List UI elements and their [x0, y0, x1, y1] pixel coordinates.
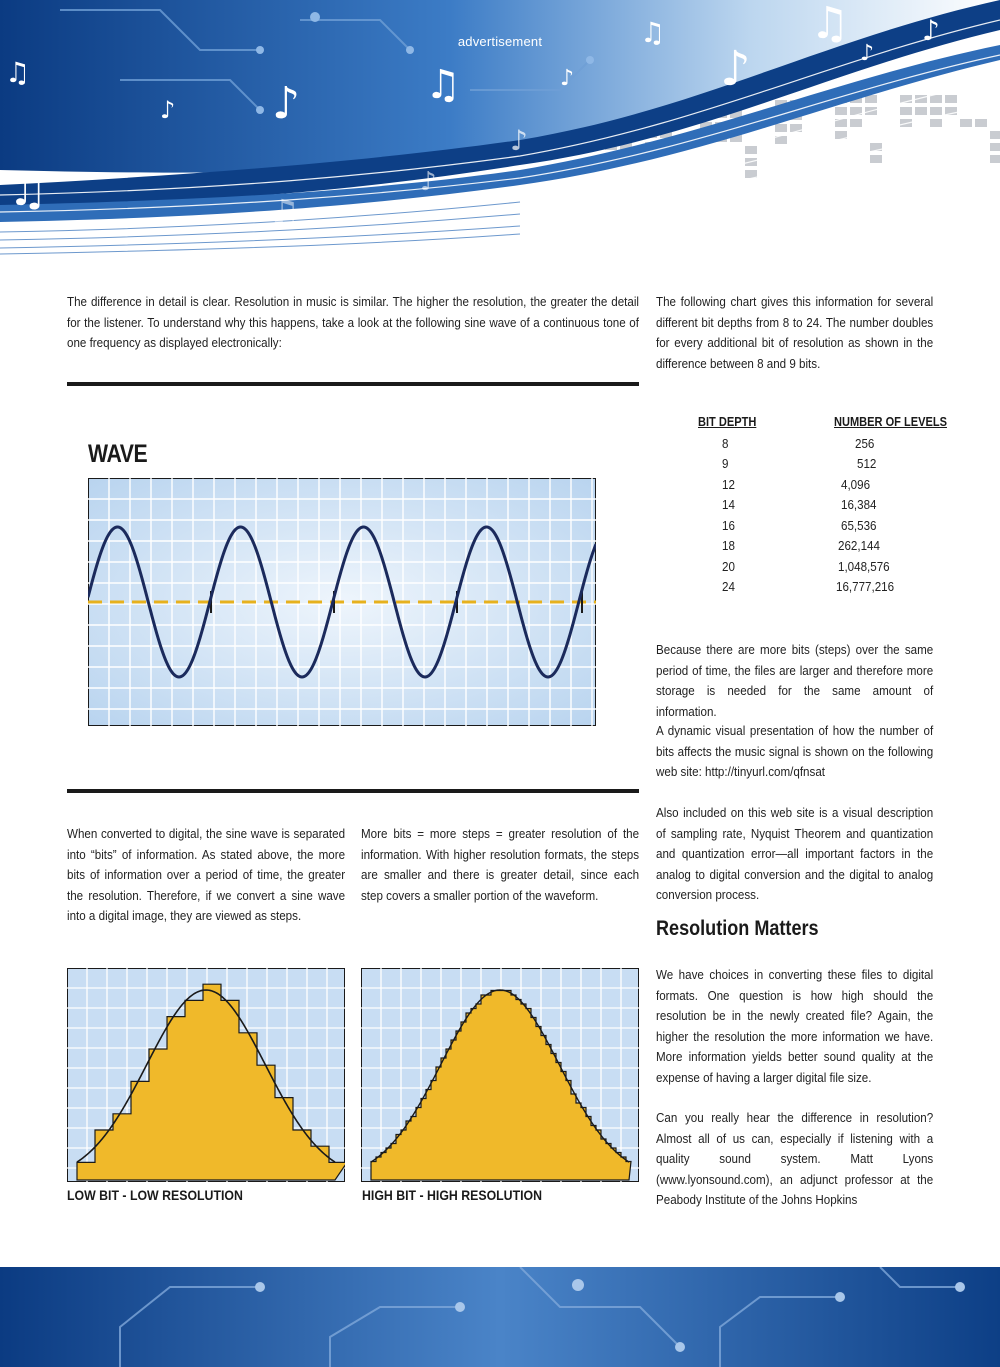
wave-figure-title: WAVE — [88, 440, 148, 468]
table-cell-depth: 12 — [722, 477, 735, 492]
footer-banner — [0, 1267, 1000, 1367]
divider-rule-top — [67, 382, 639, 386]
header-banner — [0, 0, 1000, 265]
svg-text:♪: ♪ — [860, 41, 875, 66]
table-cell-depth: 9 — [722, 456, 729, 471]
storage-paragraph: Because there are more bits (steps) over the same period of time, the files are larger and therefore more storage is needed for the same amount of information. — [656, 642, 934, 719]
svg-text:♫: ♫ — [268, 193, 301, 234]
advertisement-label: advertisement — [457, 34, 543, 49]
table-cell-depth: 16 — [722, 518, 735, 533]
table-cell-levels: 4,096 — [841, 477, 871, 492]
hearing-paragraph: Can you really hear the difference in resolution? Almost all of us can, especially if listening with a quality sound system. Matt Lyons (www.lyonsound.com), an adjunct professor at the Peabody Institute of the Johns Hopkins — [656, 1110, 934, 1207]
section-heading: Resolution Matters — [656, 917, 819, 940]
svg-text:♫: ♫ — [425, 62, 461, 108]
table-cell-levels: 16,777,216 — [836, 579, 895, 594]
high-resolution-figure — [361, 968, 639, 1182]
svg-text:♪: ♪ — [272, 78, 301, 129]
svg-text:♪: ♪ — [160, 96, 176, 124]
high-resolution-caption: HIGH BIT - HIGH RESOLUTION — [362, 1187, 543, 1203]
more-bits-paragraph: More bits = more steps = greater resolution of the information. With higher resolution formats, the steps are smaller and there is greater detail, since each step covers a smaller portion of the waveform. — [361, 826, 640, 903]
table-cell-levels: 16,384 — [841, 497, 877, 512]
choices-paragraph: We have choices in converting these files to digital formats. One question is how high should the resolution be in the newly created file? Again, the higher the resolution the more information we have. More information yields better sound quality at the expense of having a larger digital file size. — [656, 967, 934, 1085]
svg-text:♪: ♪ — [510, 124, 528, 157]
web-site-paragraph: A dynamic visual presentation of how the number of bits affects the music signal is shown on the following web site: http://tinyurl.com/qfnsat — [656, 723, 934, 779]
low-resolution-caption: LOW BIT - LOW RESOLUTION — [67, 1187, 243, 1203]
intro-paragraph: The difference in detail is clear. Resolution in music is similar. The higher the resolution, the greater the detail for the listener. To understand why this happens, take a look at the following sine wave of a continuous tone of one frequency as displayed electronically: — [67, 294, 639, 350]
table-header-bit-depth: BIT DEPTH — [698, 414, 757, 429]
table-header-number-of-levels: NUMBER OF LEVELS — [834, 414, 947, 429]
table-cell-depth: 24 — [722, 579, 735, 594]
table-cell-levels: 256 — [855, 436, 875, 451]
svg-text:♪: ♪ — [420, 167, 437, 197]
table-cell-levels: 1,048,576 — [838, 559, 890, 574]
digital-conversion-paragraph: When converted to digital, the sine wave is separated into “bits” of information. As stated above, the more bits of information over a period of time, the greater the resolution. Therefore, if we convert a sine wave into a digital image, they are viewed as steps. — [67, 826, 346, 923]
chart-intro-paragraph: The following chart gives this information for several different bit depths from 8 to 24. The number doubles for every additional bit of resolution as shown in the difference between 8 and 9 bits. — [656, 294, 934, 371]
table-cell-depth: 20 — [722, 559, 735, 574]
low-resolution-figure — [67, 968, 345, 1182]
table-cell-levels: 65,536 — [841, 518, 877, 533]
svg-text:♫: ♫ — [5, 56, 31, 89]
table-cell-depth: 14 — [722, 497, 735, 512]
table-cell-levels: 262,144 — [838, 538, 880, 553]
divider-rule-bottom — [67, 789, 639, 793]
footer-artwork — [0, 1267, 1000, 1367]
table-cell-depth: 8 — [722, 436, 729, 451]
svg-text:♪: ♪ — [560, 66, 575, 91]
svg-text:♫: ♫ — [640, 16, 666, 49]
svg-text:♪: ♪ — [720, 41, 751, 97]
svg-text:♪: ♪ — [922, 14, 940, 47]
svg-text:♫: ♫ — [810, 0, 850, 49]
svg-text:♫: ♫ — [8, 165, 48, 216]
sampling-paragraph: Also included on this web site is a visual description of sampling rate, Nyquist Theorem and quantization and quantization error—all important factors in the analog to digital conversion and the digital to analog conversion process. — [656, 805, 934, 902]
sine-wave-figure — [88, 478, 596, 726]
table-cell-levels: 512 — [857, 456, 877, 471]
table-cell-depth: 18 — [722, 538, 735, 553]
